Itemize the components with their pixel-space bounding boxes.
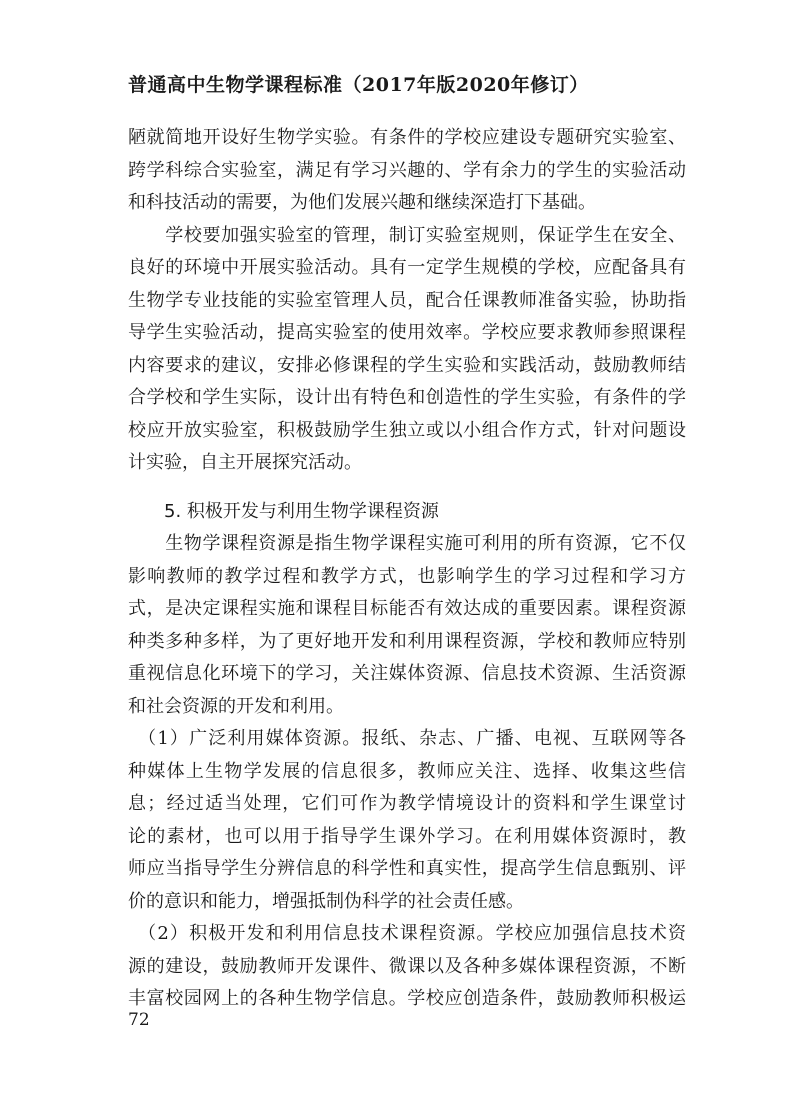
text-line: 式，是决定课程实施和课程目标能否有效达成的重要因素。课程资源: [128, 598, 686, 619]
paragraph-1: [128, 122, 686, 220]
section-spacer: [128, 480, 686, 496]
text-line: 校应开放实验室，积极鼓励学生独立或以小组合作方式，针对问题设: [128, 419, 686, 441]
text-line: 源的建设，鼓励教师开发课件、微课以及各种多媒体课程资源，不断: [128, 955, 686, 977]
text-line: （2）积极开发和利用信息技术课程资源。学校应加强信息技术资: [128, 923, 686, 944]
text-line: 和社会资源的开发和利用。: [128, 695, 344, 717]
text-line: （1）广泛利用媒体资源。报纸、杂志、广播、电视、互联网等各: [128, 728, 686, 749]
text-line: 合学校和学生实际，设计出有特色和创造性的学生实验，有条件的学: [128, 387, 686, 408]
text-line: 重视信息化环境下的学习，关注媒体资源、信息技术资源、生活资源: [128, 663, 686, 684]
text-line: 息；经过适当处理，它们可作为教学情境设计的资料和学生课堂讨: [128, 793, 686, 814]
page-number: 72: [128, 1010, 150, 1030]
paragraph-2: [128, 220, 686, 480]
text-line: 种媒体上生物学发展的信息很多，教师应关注、选择、收集这些信: [128, 760, 686, 782]
text-line: 计实验，自主开展探究活动。: [128, 452, 362, 473]
text-line: 师应当指导学生分辨信息的科学性和真实性，提高学生信息甄别、评: [128, 858, 686, 879]
page-body: [128, 122, 686, 1016]
running-header: 普通高中生物学课程标准（2017年版2020年修订）: [128, 74, 589, 96]
text-line: 陋就简地开设好生物学实验。有条件的学校应建设专题研究实验室、: [128, 127, 686, 148]
text-line: 生物学专业技能的实验室管理人员，配合任课教师准备实验，协助指: [128, 289, 686, 311]
text-line: 良好的环境中开展实验活动。具有一定学生规模的学校，应配备具有: [128, 257, 686, 278]
text-line: 影响教师的教学过程和教学方式，也影响学生的学习过程和学习方: [128, 565, 686, 587]
text-line: 丰富校园网上的各种生物学信息。学校应创造条件，鼓励教师积极运: [128, 988, 686, 1009]
text-line: 论的素材，也可以用于指导学生课外学习。在利用媒体资源时，教: [128, 825, 686, 847]
text-line: 生物学课程资源是指生物学课程实施可利用的所有资源，它不仅: [128, 533, 686, 554]
text-line: 种类多种多样，为了更好地开发和利用课程资源，学校和教师应特别: [128, 630, 686, 652]
text-line: 内容要求的建议，安排必修课程的学生实验和实践活动，鼓励教师结: [128, 354, 686, 376]
section-heading: 5. 积极开发与利用生物学课程资源: [164, 500, 439, 522]
text-line: 和科技活动的需要，为他们发展兴趣和继续深造打下基础。: [128, 192, 596, 213]
text-line: 价的意识和能力，增强抵制伪科学的社会责任感。: [128, 890, 524, 912]
text-line: 导学生实验活动，提高实验室的使用效率。学校应要求教师参照课程: [128, 322, 686, 343]
text-line: 跨学科综合实验室，满足有学习兴趣的、学有余力的学生的实验活动: [128, 159, 686, 181]
paragraph-3: [128, 528, 686, 723]
text-line: 学校要加强实验室的管理，制订实验室规则，保证学生在安全、: [128, 224, 686, 246]
paragraph-4: [128, 723, 686, 918]
paragraph-5: [128, 918, 686, 1016]
